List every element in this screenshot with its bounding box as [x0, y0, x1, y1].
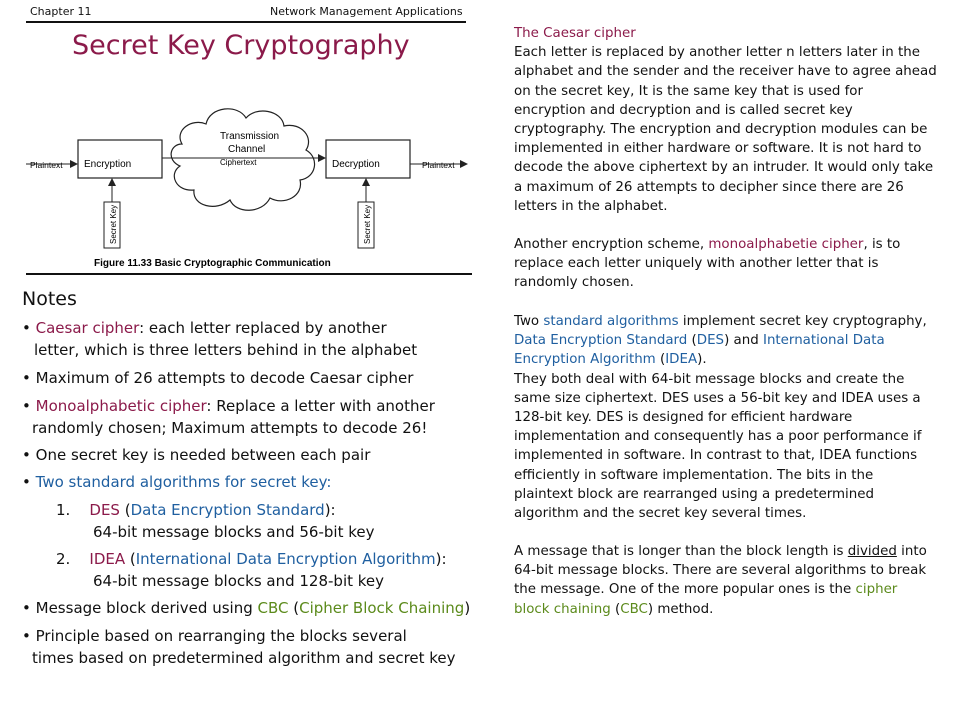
sub-item-idea-detail: 64-bit message blocks and 128-bit key: [93, 572, 385, 590]
paren: (: [125, 550, 136, 568]
idea-keyword: IDEA: [89, 550, 126, 568]
text-line: encryption and decryption and is called secret key: [514, 102, 853, 118]
algorithms-paragraph: [514, 312, 944, 523]
bullet: •: [22, 319, 31, 337]
standard-algorithms-keyword: standard algorithms: [543, 314, 679, 329]
bullet: •: [22, 369, 31, 387]
caesar-body: [514, 43, 944, 216]
text: the message. One of the more popular ones is the: [514, 582, 856, 598]
algorithms-body: [514, 370, 944, 524]
text-line: Each letter is replaced by another letter n letters later in the: [514, 45, 920, 61]
cipher-keyword: cipher: [855, 582, 898, 598]
bullet: •: [22, 599, 31, 617]
sub-number: 1.: [56, 501, 71, 519]
sub-item-des-detail: 64-bit message blocks and 56-bit key: [93, 523, 375, 541]
text: into: [896, 544, 927, 559]
text-line: algorithm and the secret key several times.: [514, 506, 807, 522]
note-mono-cont: randomly chosen; Maximum attempts to decode 26!: [32, 419, 428, 437]
plaintext-left-arrow: [70, 160, 78, 168]
secret-key-left-arrow: [108, 178, 116, 186]
text-line: implemented in software. In contrast to that, IDEA functions: [514, 448, 918, 464]
mono-keyword: Monoalphabetic cipher: [35, 397, 207, 415]
text: Another encryption scheme,: [514, 237, 709, 252]
sub-number: 2.: [56, 550, 71, 568]
bullet: •: [22, 446, 31, 464]
des-full: Data Encryption Standard: [130, 501, 325, 519]
course-label: Network Management Applications: [270, 5, 463, 18]
cbc-keyword: CBC: [620, 601, 648, 617]
note-caesar: [22, 317, 472, 339]
idea-full: International Data Encryption Algorithm: [135, 550, 436, 568]
cbc-keyword: CBC: [257, 599, 289, 617]
text-line: a maximum of 26 attempts to decipher since there are 26: [514, 179, 904, 195]
note-cbc: [22, 597, 470, 619]
secret-key-left-label: Secret Key: [109, 204, 118, 244]
header-rule: [26, 21, 466, 23]
text-line: alphabet and the sender and the receiver have to agree ahead: [514, 64, 937, 80]
text-line: cryptography. The encryption and decryption modules can be: [514, 122, 928, 138]
divided-word: divided: [847, 544, 897, 559]
text: Two: [514, 314, 544, 329]
transmission-label-1: Transmission: [220, 131, 280, 142]
text-line: plaintext block are rearranged using a predetermined: [514, 486, 874, 502]
text: (: [655, 352, 666, 368]
note-text: : Replace a letter with another: [206, 397, 435, 415]
text-line: They both deal with 64-bit message blocks and create the: [514, 371, 905, 387]
bullet: •: [22, 473, 31, 491]
text: (: [610, 601, 621, 617]
text-line: letters in the alphabet.: [514, 198, 668, 214]
crypto-diagram: [24, 92, 472, 272]
caesar-title: The Caesar cipher: [514, 26, 636, 41]
text-line: decode the above ciphertext by an intruder. It would only take: [514, 160, 934, 176]
idea-keyword: IDEA: [665, 352, 698, 368]
encryption-label: Encryption: [84, 159, 132, 170]
paren: (: [288, 599, 300, 617]
chapter-label: Chapter 11: [30, 5, 92, 18]
note-text: One secret key is needed between each pair: [35, 446, 371, 464]
decryption-label: Decryption: [332, 159, 380, 170]
slide-title: Secret Key Cryptography: [72, 30, 410, 61]
text: ) method.: [647, 601, 714, 617]
sub-item-des: [56, 499, 336, 521]
channel-arrow: [318, 154, 326, 162]
paren: ):: [435, 550, 447, 568]
text: (: [687, 333, 697, 349]
note-principle-cont: times based on predetermined algorithm and secret key: [32, 649, 456, 667]
note-text: Message block derived using: [35, 599, 258, 617]
mono-paragraph: [514, 235, 944, 293]
note-caesar-cont: letter, which is three letters behind in the alphabet: [34, 341, 418, 359]
caesar-keyword: Caesar cipher: [35, 319, 140, 337]
cbc-paragraph: [514, 542, 944, 619]
text-line: implementation and consequently has a poor performance if: [514, 429, 922, 445]
note-principle: [22, 625, 407, 647]
text-line: 128-bit key. DES is designed for efficient hardware: [514, 410, 853, 426]
paren: ): [464, 599, 471, 617]
text-line: on the secret key, It is the same key that is used for: [514, 83, 863, 99]
text-line: same size ciphertext. DES uses a 56-bit key and IDEA uses a: [514, 390, 921, 406]
idea-full-keyword-cont: Encryption Algorithm: [514, 352, 656, 368]
figure-rule: [26, 273, 472, 275]
text: ).: [697, 352, 707, 368]
note-text: : each letter replaced by another: [139, 319, 387, 337]
caesar-paragraph: [514, 24, 944, 216]
secret-key-right-arrow: [362, 178, 370, 186]
plaintext-right-arrow: [460, 160, 468, 168]
bullet: •: [22, 627, 31, 645]
text: randomly chosen.: [514, 275, 634, 291]
secret-key-right-label: Secret Key: [363, 204, 372, 244]
text: implement secret key cryptography,: [678, 314, 927, 329]
note-two-algos: [22, 471, 331, 493]
note-mono: [22, 395, 435, 417]
text: ) and: [724, 333, 763, 349]
block-chaining-keyword: block chaining: [514, 601, 611, 617]
des-keyword: DES: [89, 501, 120, 519]
paren: (: [119, 501, 131, 519]
figure-caption: Figure 11.33 Basic Cryptographic Communication: [94, 258, 331, 269]
mono-cipher-keyword: monoalphabetie cipher: [708, 237, 864, 252]
note-one-key: [22, 444, 370, 466]
sub-item-idea: [56, 548, 447, 570]
text: , is to: [863, 237, 901, 252]
notes-heading: Notes: [22, 288, 77, 310]
des-full-keyword: Data Encryption Standard: [514, 333, 688, 349]
idea-full-keyword: International Data: [763, 333, 885, 349]
note-text: Two standard algorithms for secret key:: [35, 473, 332, 491]
text: A message that is longer than the block length is: [514, 544, 848, 559]
plaintext-right-label: Plaintext: [422, 160, 455, 170]
text-line: efficiently in software implementation. The bits in the: [514, 467, 874, 483]
text-line: implemented in either hardware or software. It is not hard to: [514, 141, 922, 157]
des-keyword: DES: [696, 333, 725, 349]
text: 64-bit message blocks. There are several algorithms to break: [514, 563, 927, 579]
note-max-attempts: [22, 367, 413, 389]
ciphertext-label: Ciphertext: [220, 158, 257, 167]
bullet: •: [22, 397, 31, 415]
cbc-full: Cipher Block Chaining: [299, 599, 465, 617]
text: replace each letter uniquely with another letter that is: [514, 256, 879, 272]
note-text: Maximum of 26 attempts to decode Caesar cipher: [35, 369, 414, 387]
plaintext-left-label: Plaintext: [30, 160, 63, 170]
note-text: Principle based on rearranging the blocks several: [35, 627, 407, 645]
transmission-label-2: Channel: [228, 144, 266, 155]
paren: ):: [324, 501, 336, 519]
